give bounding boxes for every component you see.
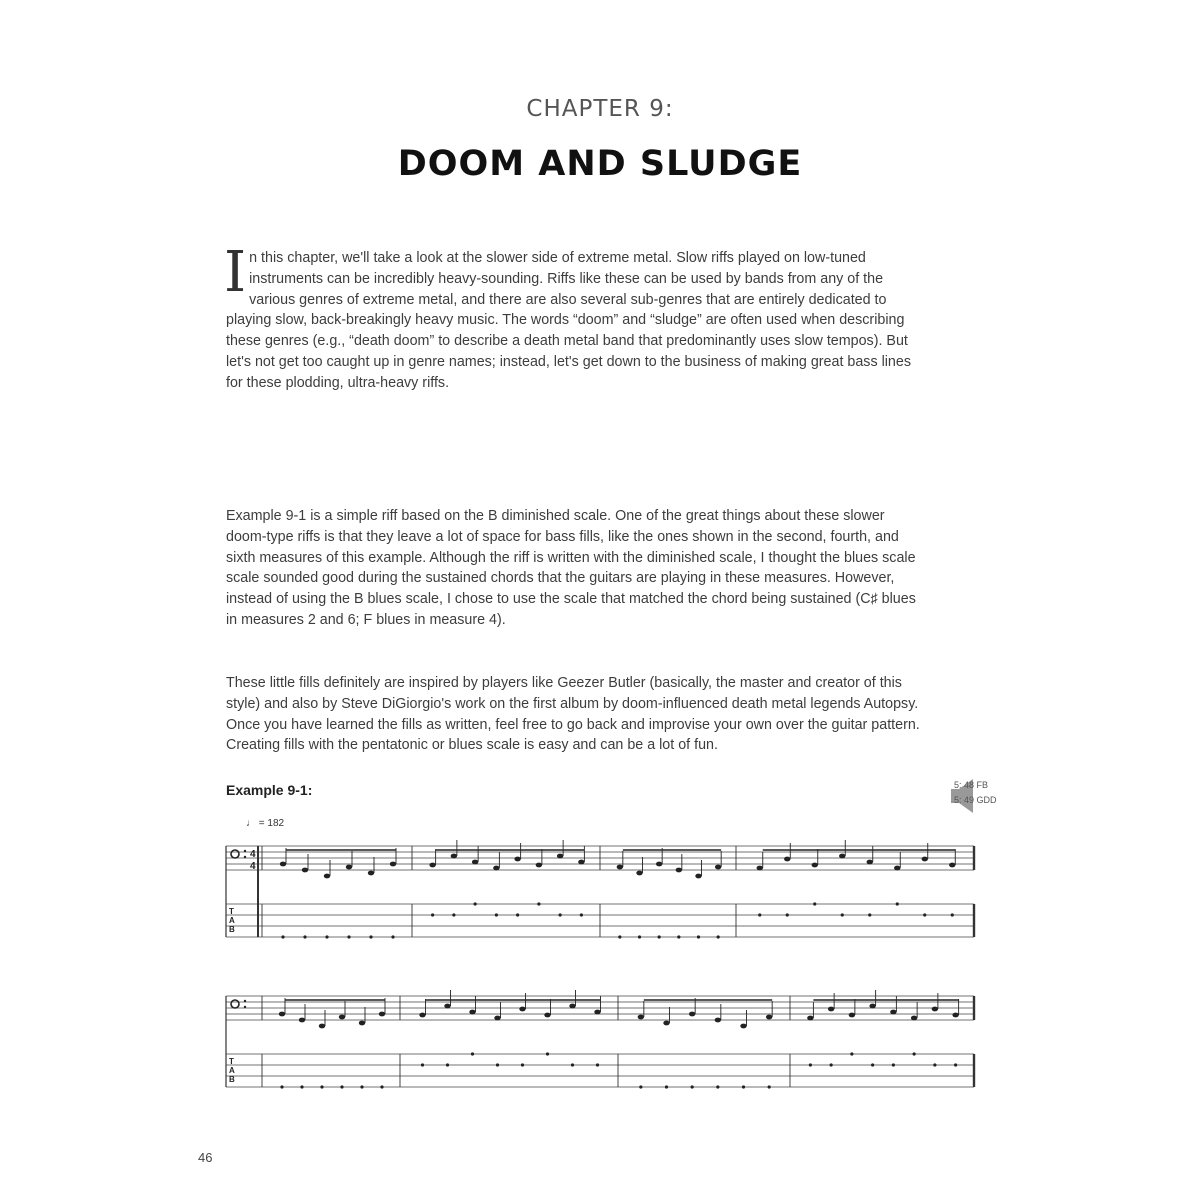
note-head <box>715 1018 721 1023</box>
note-head <box>656 862 662 867</box>
note-head <box>784 857 790 862</box>
note-head <box>740 1024 746 1029</box>
note-head <box>469 1010 475 1015</box>
tab-fret-mark <box>809 1063 812 1066</box>
tab-fret-mark <box>559 913 562 916</box>
note-head <box>339 1015 345 1020</box>
tab-fret-mark <box>868 913 871 916</box>
note-head <box>949 863 955 868</box>
audio-track-1: 5: 48 FB <box>954 780 989 790</box>
bass-clef-dot <box>244 856 246 858</box>
note-head <box>594 1010 600 1015</box>
tab-fret-mark <box>452 913 455 916</box>
note-head <box>932 1007 938 1012</box>
note-head <box>514 857 520 862</box>
note-head <box>676 868 682 873</box>
tempo-marking: ♩ = 182 <box>246 818 285 829</box>
note-head <box>319 1024 325 1029</box>
tab-fret-mark <box>742 1085 745 1088</box>
note-head <box>379 1012 385 1017</box>
bass-clef-icon <box>231 1000 239 1008</box>
note-head <box>299 1018 305 1023</box>
note-head <box>472 860 478 865</box>
tab-fret-mark <box>360 1085 363 1088</box>
tab-fret-mark <box>896 902 899 905</box>
tab-fret-mark <box>665 1085 668 1088</box>
tab-fret-mark <box>471 1052 474 1055</box>
note-head <box>536 863 542 868</box>
note-head <box>894 866 900 871</box>
note-head <box>429 863 435 868</box>
tab-fret-mark <box>521 1063 524 1066</box>
tab-fret-mark <box>537 902 540 905</box>
note-head <box>324 874 330 879</box>
drop-cap: I <box>224 240 247 305</box>
tab-fret-mark <box>841 913 844 916</box>
note-head <box>757 866 763 871</box>
tab-clef-letter: T <box>229 1057 234 1066</box>
tab-fret-mark <box>913 1052 916 1055</box>
note-head <box>368 871 374 876</box>
note-head <box>766 1015 772 1020</box>
tab-clef-letter: A <box>229 916 235 925</box>
tab-fret-mark <box>303 935 306 938</box>
tab-fret-mark <box>954 1063 957 1066</box>
note-head <box>493 866 499 871</box>
note-head <box>302 868 308 873</box>
note-head <box>911 1016 917 1021</box>
body-paragraph-2: These little fills definitely are inspired by players like Geezer Butler (basically, the master and creator of this style) and also by Steve DiGiorgio's work on the first album by doom-influenced death metal legends Autopsy. Once you have learned the fills as written, feel free to go back and improvise your own over the guitar pattern. Creating fills with the pentatonic or blues scale is easy and can be a lot of fun. <box>226 675 920 754</box>
tab-fret-mark <box>516 913 519 916</box>
tab-fret-mark <box>421 1063 424 1066</box>
page-number: 46 <box>198 1150 213 1165</box>
note-head <box>807 1016 813 1021</box>
note-head <box>869 1004 875 1009</box>
tab-fret-mark <box>697 935 700 938</box>
tab-fret-mark <box>300 1085 303 1088</box>
body-paragraph-1: Example 9-1 is a simple riff based on the B diminished scale. One of the great things about these slower doom-type riffs is that they leave a lot of space for bass fills, like the ones shown in the second, fourth, and sixth measures of this example. Although the riff is written with the diminished scale, I thought the blues scale scale sounded good during the sustained chords that the guitars are playing in these measures. However, instead of using the B blues scale, I chose to use the scale that matched the chord being sustained (C♯ blues in measures 2 and 6; F blues in measure 4). <box>226 508 916 628</box>
note-head <box>828 1007 834 1012</box>
tab-fret-mark <box>677 935 680 938</box>
note-head <box>578 860 584 865</box>
tab-clef-letter: B <box>229 925 235 934</box>
note-head <box>849 1013 855 1018</box>
bass-clef-dot <box>244 1000 246 1002</box>
note-head <box>359 1021 365 1026</box>
note-head <box>867 860 873 865</box>
tab-fret-mark <box>923 913 926 916</box>
note-head <box>695 874 701 879</box>
tab-fret-mark <box>325 935 328 938</box>
tab-fret-mark <box>496 1063 499 1066</box>
tab-fret-mark <box>281 935 284 938</box>
note-head <box>663 1021 669 1026</box>
tab-fret-mark <box>546 1052 549 1055</box>
chapter-label: CHAPTER 9: <box>526 96 674 122</box>
bass-clef-dot <box>244 1006 246 1008</box>
tab-clef-letter: B <box>229 1075 235 1084</box>
note-head <box>617 865 623 870</box>
tab-fret-mark <box>933 1063 936 1066</box>
chapter-title: DOOM AND SLUDGE <box>397 144 803 184</box>
audio-track-2: 5: 49 GDD <box>954 795 997 805</box>
intro-text: n this chapter, we'll take a look at the slower side of extreme metal. Slow riffs played on low-tuned instruments can be incredibly heavy-sounding. Riffs like these can be used by bands from any of the various genres of extreme metal, and there are also several sub-genres that are entirely dedicated to playing slow, back-breakingly heavy music. The words “doom” and “sludge” are often used when describing these genres (e.g., “death doom” to describe a death metal band that predominantly uses slow tempos). But let's not get too caught up in genre names; instead, let's get down to the business of making great bass lines for these plodding, ultra-heavy riffs. <box>226 250 911 391</box>
note-head <box>812 863 818 868</box>
tab-fret-mark <box>768 1085 771 1088</box>
tab-fret-mark <box>320 1085 323 1088</box>
tab-fret-mark <box>340 1085 343 1088</box>
tab-fret-mark <box>474 902 477 905</box>
note-head <box>544 1013 550 1018</box>
tab-fret-mark <box>871 1063 874 1066</box>
note-head <box>689 1012 695 1017</box>
note-head <box>952 1013 958 1018</box>
note-head <box>451 854 457 859</box>
tab-fret-mark <box>431 913 434 916</box>
tab-fret-mark <box>786 913 789 916</box>
note-head <box>444 1004 450 1009</box>
note-head <box>569 1004 575 1009</box>
tab-fret-mark <box>618 935 621 938</box>
tab-fret-mark <box>716 1085 719 1088</box>
tab-fret-mark <box>850 1052 853 1055</box>
example-label: Example 9-1: <box>226 782 313 798</box>
tab-fret-mark <box>830 1063 833 1066</box>
note-head <box>419 1013 425 1018</box>
tab-fret-mark <box>717 935 720 938</box>
time-sig-bottom: 4 <box>250 861 256 872</box>
note-head <box>519 1007 525 1012</box>
tab-clef-letter: T <box>229 907 234 916</box>
tab-fret-mark <box>280 1085 283 1088</box>
tab-fret-mark <box>380 1085 383 1088</box>
tab-fret-mark <box>638 935 641 938</box>
tab-fret-mark <box>495 913 498 916</box>
tab-fret-mark <box>347 935 350 938</box>
note-head <box>890 1010 896 1015</box>
tab-fret-mark <box>951 913 954 916</box>
note-head <box>715 865 721 870</box>
tab-fret-mark <box>446 1063 449 1066</box>
bass-clef-icon <box>231 850 239 858</box>
tab-fret-mark <box>596 1063 599 1066</box>
tab-fret-mark <box>658 935 661 938</box>
tab-clef-letter: A <box>229 1066 235 1075</box>
note-head <box>279 1012 285 1017</box>
note-head <box>346 865 352 870</box>
tab-fret-mark <box>691 1085 694 1088</box>
note-head <box>280 862 286 867</box>
note-head <box>494 1016 500 1021</box>
note-head <box>638 1015 644 1020</box>
tab-fret-mark <box>391 935 394 938</box>
note-head <box>839 854 845 859</box>
tab-fret-mark <box>892 1063 895 1066</box>
bass-clef-dot <box>244 850 246 852</box>
note-head <box>636 871 642 876</box>
tab-fret-mark <box>580 913 583 916</box>
tab-fret-mark <box>639 1085 642 1088</box>
tab-fret-mark <box>369 935 372 938</box>
time-sig-top: 4 <box>250 849 256 860</box>
note-head <box>557 854 563 859</box>
tab-fret-mark <box>571 1063 574 1066</box>
tab-fret-mark <box>813 902 816 905</box>
note-head <box>922 857 928 862</box>
tab-fret-mark <box>758 913 761 916</box>
note-head <box>390 862 396 867</box>
